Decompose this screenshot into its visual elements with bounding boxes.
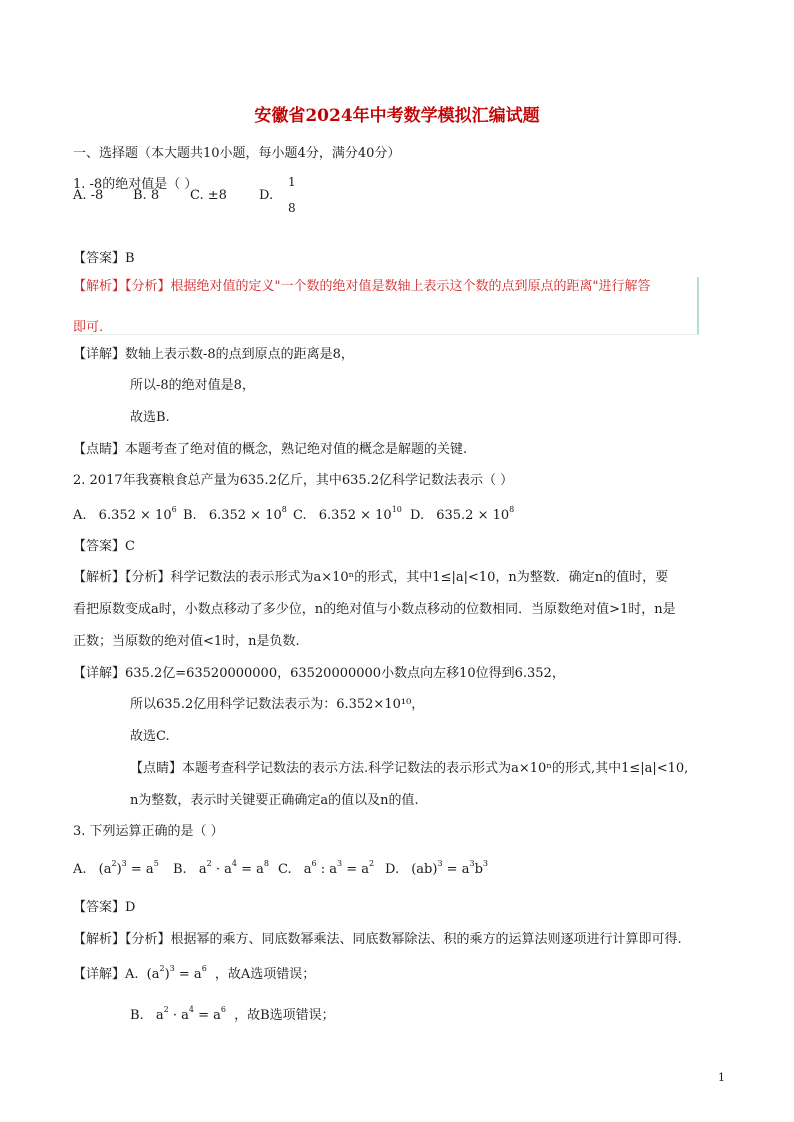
q3-detail-prefix: 【详解】A. xyxy=(73,967,139,982)
q2-detail-line2: 所以635.2亿用科学记数法表示为：6.352×10¹⁰， xyxy=(130,697,425,712)
q3-detail-b xyxy=(130,1005,335,1023)
q2-detail-line1: 【详解】635.2亿=63520000000，63520000000小数点向左移10位得到6.352， xyxy=(73,666,565,681)
q3-analysis: 【解析】【分析】根据幂的乘方、同底数幂乘法、同底数幂除法、积的乘方的运算法则逐项进行计算即可得. xyxy=(73,932,682,947)
q3-option-b-formula: $a^2 \cdot a^4 = a^8$ xyxy=(198,859,269,877)
q2-comment-line1: 【点睛】本题考查科学记数法的表示方法.科学记数法的表示形式为a×10ⁿ的形式,其中1≤|a|<10, xyxy=(130,761,689,776)
q2-option-b-value: 6.352 × 10 xyxy=(208,508,282,523)
q1-answer: 【答案】B xyxy=(73,251,135,266)
q2-option-c-value: 6.352 × 10 xyxy=(318,508,392,523)
q3-detail-b-suffix: ，故B选项错误； xyxy=(234,1008,335,1023)
q2-analysis-line1: 【解析】【分析】科学记数法的表示形式为a×10ⁿ的形式，其中1≤|a|<10，n为整数．确定n的值时，要 xyxy=(73,570,669,585)
q3-stem: 3. 下列运算正确的是（ ） xyxy=(73,824,224,839)
q1-analysis-line2: 即可. xyxy=(73,320,104,335)
q1-detail-line3: 故选B. xyxy=(130,410,170,425)
q2-stem: 2. 2017年我赛粮食总产量为635.2亿斤，其中635.2亿科学记数法表示（ ） xyxy=(73,473,514,488)
q1-analysis-line1: 【解析】【分析】根据绝对值的定义"一个数的绝对值是数轴上表示这个数的点到原点的距离"进行解答 xyxy=(73,279,651,294)
q2-option-c-label: C. xyxy=(293,508,307,523)
q1-option-a: A. -8 xyxy=(73,188,104,203)
q2-option-d-exponent: 8 xyxy=(509,505,515,514)
q2-analysis-line3: 正数；当原数的绝对值<1时，n是负数. xyxy=(73,634,300,649)
q3-option-c xyxy=(278,859,375,877)
q2-option-d-value: 635.2 × 10 xyxy=(436,508,510,523)
q3-option-c-label: C. xyxy=(278,862,292,877)
page-number: 1 xyxy=(718,1071,725,1084)
page-title: 安徽省2024年中考数学模拟汇编试题 xyxy=(254,106,540,126)
q2-option-a-label: A. xyxy=(73,508,87,523)
q3-option-d-label: D. xyxy=(385,862,400,877)
q3-option-c-formula: $a^6$ : $a^3 = a^2$ xyxy=(303,859,375,877)
q3-option-d-formula: $(ab)^3 = a^3b^3$ xyxy=(411,859,488,877)
q3-detail-b-formula: $a^2 \cdot a^4 = a^6$ xyxy=(155,1005,226,1023)
q2-detail-line3: 故选C. xyxy=(130,729,170,744)
q2-option-b-label: B. xyxy=(183,508,197,523)
q2-option-a-value: 6.352 × 10 xyxy=(98,508,172,523)
q2-option-b xyxy=(183,505,287,523)
q2-comment-line2: n为整数，表示时关键要正确确定a的值以及n的值. xyxy=(130,793,419,808)
q2-answer: 【答案】C xyxy=(73,539,135,554)
q3-detail-b-label: B. xyxy=(130,1008,144,1023)
q2-option-d xyxy=(410,505,515,523)
q3-option-b xyxy=(173,859,269,877)
q3-detail-a-formula: $(a^2)^3 = a^6$ xyxy=(146,964,207,982)
q1-detail-line2: 所以-8的绝对值是8， xyxy=(130,378,255,393)
q2-option-a xyxy=(73,505,177,523)
q2-option-c xyxy=(293,505,402,523)
q2-analysis-line2: 看把原数变成a时，小数点移动了多少位，n的绝对值与小数点移动的位数相同．当原数绝对值>1时，n是 xyxy=(73,602,676,617)
q3-option-a xyxy=(73,859,159,877)
q2-option-d-label: D. xyxy=(410,508,425,523)
q3-detail-a xyxy=(73,964,316,982)
q1-option-c: C. ±8 xyxy=(190,188,227,203)
q1-comment: 【点睛】本题考查了绝对值的概念，熟记绝对值的概念是解题的关键. xyxy=(73,442,468,457)
q1-option-d-denominator: 8 xyxy=(288,201,296,215)
q3-option-d xyxy=(385,859,488,877)
q1-stem: 1. -8的绝对值是（ ） xyxy=(73,177,198,192)
q2-option-c-exponent: 10 xyxy=(391,505,402,514)
q1-option-b: B. 8 xyxy=(133,188,160,203)
q3-option-b-label: B. xyxy=(173,862,187,877)
q3-answer: 【答案】D xyxy=(73,900,136,915)
q1-option-d: D. xyxy=(259,188,274,203)
q3-option-a-formula: $(a^2)^3 = a^5$ xyxy=(98,859,159,877)
section-heading: 一、选择题（本大题共10小题，每小题4分，满分40分） xyxy=(73,146,401,161)
q2-option-a-exponent: 6 xyxy=(171,505,177,514)
q1-detail-line1: 【详解】数轴上表示数-8的点到原点的距离是8， xyxy=(73,347,354,362)
q3-detail-a-suffix: ，故A选项错误； xyxy=(214,967,316,982)
q3-option-a-label: A. xyxy=(73,862,87,877)
q2-option-b-exponent: 8 xyxy=(281,505,287,514)
q1-option-d-numerator: 1 xyxy=(288,175,296,189)
